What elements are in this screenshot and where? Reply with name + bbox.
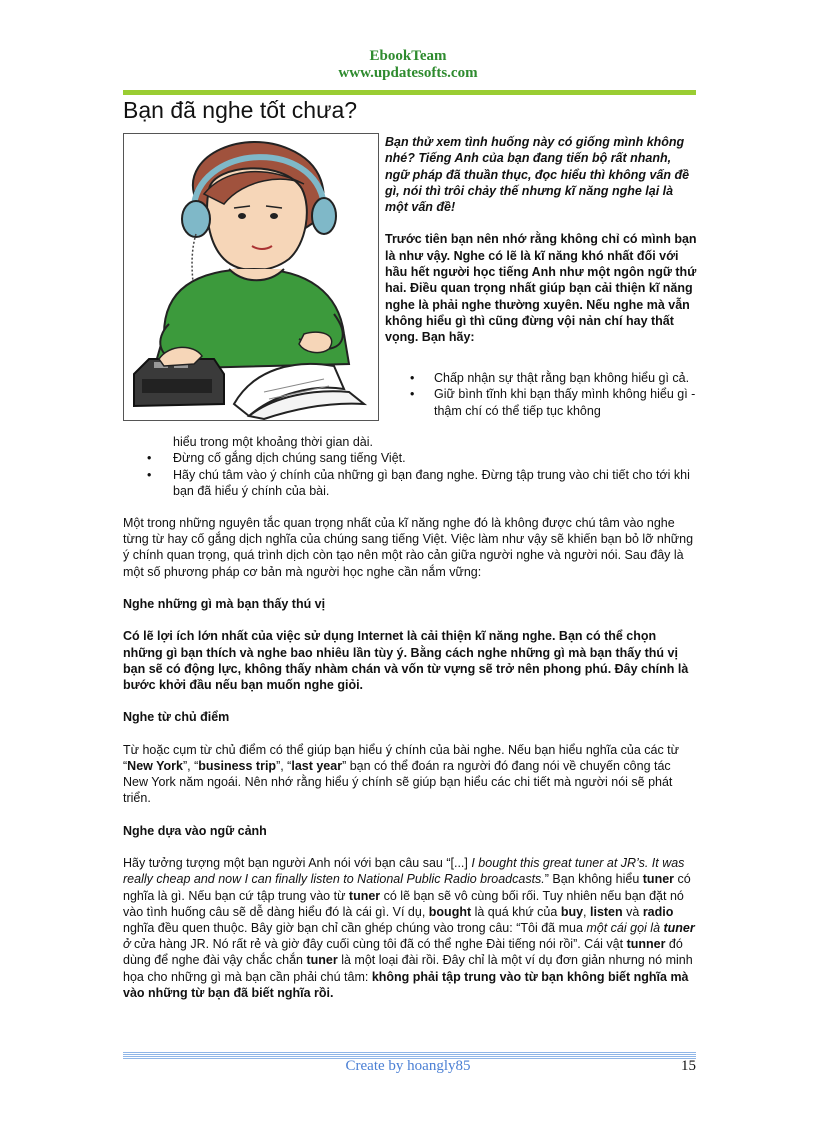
body-paragraph-2: Có lẽ lợi ích lớn nhất của việc sử dụng Internet là cải thiện kĩ năng nghe. Bạn có thể chọn những gì bạn thích và nghe bao nhiêu lần tùy ý. Bằng cách nghe những gì mà bạn thấy thú vị bạn sẽ có động lực, không thấy nhàm chán và vốn từ vựng sẽ trở nên phong phú. Đây chính là bước khởi đầu nếu bạn muốn nghe giỏi. (123, 629, 689, 692)
bullet-list-bottom (147, 434, 702, 499)
intro-paragraph-1: Bạn thử xem tình huống này có giống mình không nhé? Tiếng Anh của bạn đang tiến bộ rất nhanh, ngữ pháp đã thuần thục, đọc hiểu thì không vấn đề gì, nói thì trôi chảy thế nhưng kĩ năng nghe lại là một vấn đề! (385, 135, 690, 215)
page-header (0, 48, 816, 82)
section-heading-1: Nghe những gì mà bạn thấy thú vị (123, 597, 326, 611)
main-body (123, 515, 697, 1017)
header-url: www.updatesofts.com (338, 65, 478, 81)
page-number: 15 (681, 1058, 696, 1074)
intro-paragraph-2: Trước tiên bạn nên nhớ rằng không chỉ có mình bạn là như vậy. Nghe có lẽ là kĩ năng khó nhất đối với hầu hết người học tiếng Anh như một ngôn ngữ thứ hai. Điều quan trọng nhất giúp bạn cải thiện kĩ năng nghe là phải nghe thường xuyên. Nếu nghe mà vẫn không hiểu gì thì cũng đừng vội nản chí hay thất vọng. Bạn hãy: (385, 232, 697, 345)
body-paragraph-3: Từ hoặc cụm từ chủ điểm có thể giúp bạn hiểu ý chính của bài nghe. Nếu bạn hiểu nghĩa của các từ “New York”, “business trip”, “last year” bạn có thể đoán ra người đó đang nói về chuyến công tác New York năm ngoái. Nên nhớ rằng hiểu ý chính sẽ giúp bạn hiểu các chi tiết mà người nói sẽ phát triển. (123, 742, 680, 806)
listening-illustration (123, 133, 379, 421)
girl-with-headphones-image (124, 134, 378, 420)
section-heading-3: Nghe dựa vào ngữ cảnh (123, 823, 267, 838)
page-title: Bạn đã nghe tốt chưa? (123, 97, 358, 123)
footer-credit: Create by hoangly85 (345, 1058, 471, 1074)
list-item: • Đừng cố gắng dịch chúng sang tiếng Việt. (147, 450, 702, 466)
body-paragraph-1: Một trong những nguyên tắc quan trọng nhất của kĩ năng nghe đó là không được chú tâm vào nghe từng từ hay cố gắng dịch nghĩa của chúng sang tiếng Việt. Việc làm như vậy sẽ khiến bạn bỏ lỡ những ý chính quan trọng, quá trình dịch còn tạo nên một rào cản giữa người nghe và người nói. Sau đây là một số phương pháp cơ bản mà người học nghe cần nắm vững: (123, 516, 694, 579)
header-title: EbookTeam (369, 48, 447, 64)
intro-text (385, 134, 697, 362)
section-heading-2: Nghe từ chủ điểm (123, 710, 230, 725)
list-item: • Hãy chú tâm vào ý chính của những gì bạn đang nghe. Đừng tập trung vào chi tiết cho tới khi bạn đã hiểu ý chính của bài. (147, 467, 702, 500)
list-item: • Chấp nhận sự thật rằng bạn không hiểu gì cả. (410, 370, 700, 386)
header-rule (123, 90, 696, 95)
list-item: • Giữ bình tĩnh khi bạn thấy mình không hiểu gì - thậm chí có thể tiếp tục không (410, 386, 700, 419)
list-item-continuation: hiểu trong một khoảng thời gian dài. (173, 435, 373, 449)
bullet-list-top (410, 370, 700, 419)
body-paragraph-4: Hãy tưởng tượng một bạn người Anh nói với bạn câu sau “[...] I bought this great tuner at JR’s. It was really cheap and now I can finally listen to National Public Radio broadcasts.” Bạn không hiểu tuner có nghĩa là gì. Nếu bạn cứ tập trung vào từ tuner có lẽ bạn sẽ vô cùng bối rối. Tuy nhiên nếu bạn đặt nó vào tình huống câu sẽ dễ dàng hiểu đó là cái gì. Ví dụ, bought là quá khứ của buy, listen và radio nghĩa đều quen thuộc. Bây giờ bạn chỉ cần ghép chúng vào trong câu: “Tôi đã mua một cái gọi là tuner ở cửa hàng JR. Nó rất rẻ và giờ đây cuối cùng tôi đã có thể nghe Đài tiếng nói rồi”. Cái vật tunner đó dùng để nghe đài vậy chắc chắn tuner là một loại đài rồi. Đây chỉ là một ví dụ đơn giản nhưng nó minh họa cho những gì mà bạn cần phải chú tâm: không phải tập trung vào từ bạn không biết nghĩa mà vào những từ bạn đã biết nghĩa rồi. (123, 856, 695, 1000)
